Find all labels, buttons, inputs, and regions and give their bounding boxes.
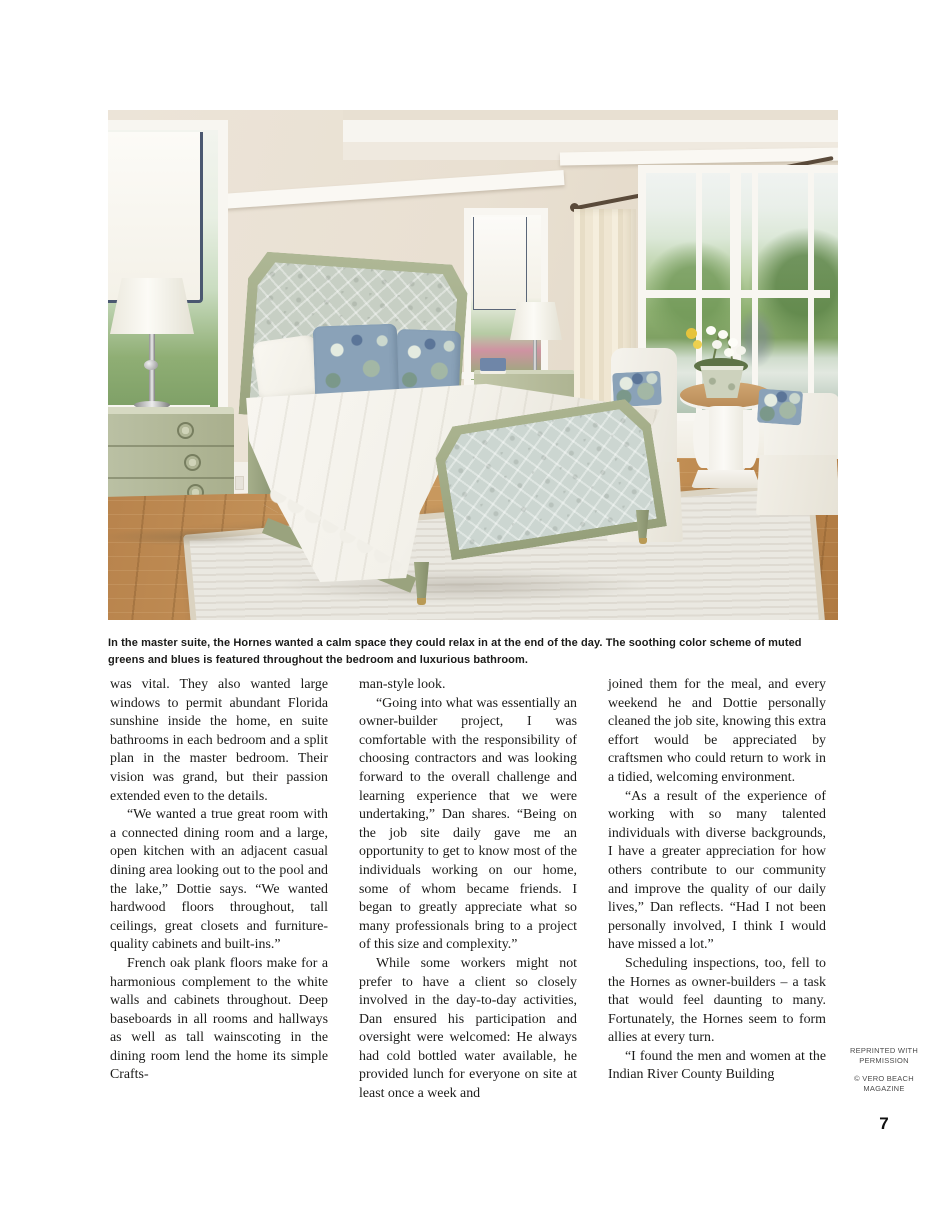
drawer-ring-pull	[177, 422, 194, 439]
paragraph: Scheduling inspections, too, fell to the Hornes as owner-builders – a task that would feel daunting to many. Fortunately, the Hornes seem to form allies at every turn.	[608, 955, 826, 1046]
pedestal-table-foot	[691, 470, 761, 488]
bed-leg-left-cap	[417, 598, 426, 605]
text-column-1	[110, 676, 328, 1104]
orchid-bloom	[706, 326, 716, 335]
paragraph: French oak plank floors make for a harmonious complement to the white walls and cabinets throughout. Deep baseboards in all rooms and hallways as well as tall wainscoting in the dining room lend the home its simple Crafts-	[110, 955, 328, 1083]
bedroom-photo	[108, 110, 838, 620]
yellow-flower	[693, 340, 702, 349]
paragraph: joined them for the meal, and every weekend he and Dottie personally cleaned the job site, knowing this extra effort would be appreciated by craftsmen who could return to work in a tidied, welcoming environment.	[608, 677, 826, 785]
accent-chair-right-skirt	[756, 455, 838, 515]
nightstand-books	[480, 358, 506, 371]
photo-caption: In the master suite, the Hornes wanted a calm space they could relax in at the end of the day. The soothing color scheme of muted greens and blues is featured throughout the bedroom and luxurious bathroom.	[108, 637, 802, 666]
drawer-ring-pull	[184, 454, 201, 471]
reprint-permission-text: REPRINTED WITH PERMISSION	[849, 1046, 919, 1065]
paragraph: man-style look.	[359, 677, 446, 692]
text-column-2	[359, 676, 577, 1104]
drawer-divider	[108, 445, 234, 447]
right-lamp-stem	[533, 340, 537, 374]
paragraph: “I found the men and women at the Indian River County Building	[608, 1048, 826, 1083]
text-column-3	[608, 676, 826, 1104]
paragraph: “We wanted a true great room with a connected dining room and a large, open kitchen with an adjacent casual dining area looking out to the pool and the lake,” Dottie says. “We wanted hardwood floors throughout, tall ceilings, great closets and furniture-quality cabinets and built-ins.”	[110, 807, 328, 953]
wall-outlet	[235, 476, 244, 490]
bed-leg-right-cap	[639, 538, 647, 544]
roman-shade-center	[473, 217, 527, 310]
left-lamp-shade	[110, 278, 194, 334]
paragraph: “As a result of the experience of working with so many talented individuals with diverse backgrounds, I have a greater appreciation for how others contribute to our community and improve the quality of our daily lives,” Dan reflects. “Had I not been personally involved, I think I would have missed a lot.”	[608, 788, 826, 953]
right-lamp-shade	[510, 302, 562, 340]
dresser-shadow	[108, 528, 278, 546]
paragraph: was vital. They also wanted large windows to permit abundant Florida sunshine inside the home, en suite bathrooms in each bedroom and a split plan in the master bedroom. Their vision was grand, but their passion extended even to the details.	[110, 677, 328, 804]
chair-pillow-right	[757, 389, 803, 426]
left-lamp-knob	[144, 360, 158, 370]
page-number: 7	[879, 1114, 889, 1133]
drawer-divider	[108, 477, 234, 479]
paragraph: “Going into what was essentially an owner-builder project, I was comfortable with the responsibility of choosing contractors and was looking forward to the overall challenge and learning experience that we were undertaking,” Dan shares. “Being on the job site daily gave me an opportunity to get to know most of the individuals working on our home, some of whom became friends. I began to greatly appreciate what so many professionals bring to a project of this size and complexity.”	[359, 695, 577, 953]
pedestal-table-scroll	[693, 410, 709, 468]
roman-shade-left	[108, 132, 203, 303]
yellow-flower	[686, 328, 697, 339]
reprint-credit	[842, 1046, 926, 1093]
footboard-tufting	[441, 406, 656, 550]
article-body	[110, 676, 828, 1104]
paragraph: While some workers might not prefer to have a client so closely involved in the day-to-day activities, Dan ensured his participation and oversight were welcomed: He always had cold bottled water available, he provided lunch for everyone on site at least once a week and	[359, 955, 577, 1102]
pedestal-table-column	[704, 406, 748, 478]
magazine-copyright-text: © VERO BEACH MAGAZINE	[854, 1074, 914, 1093]
